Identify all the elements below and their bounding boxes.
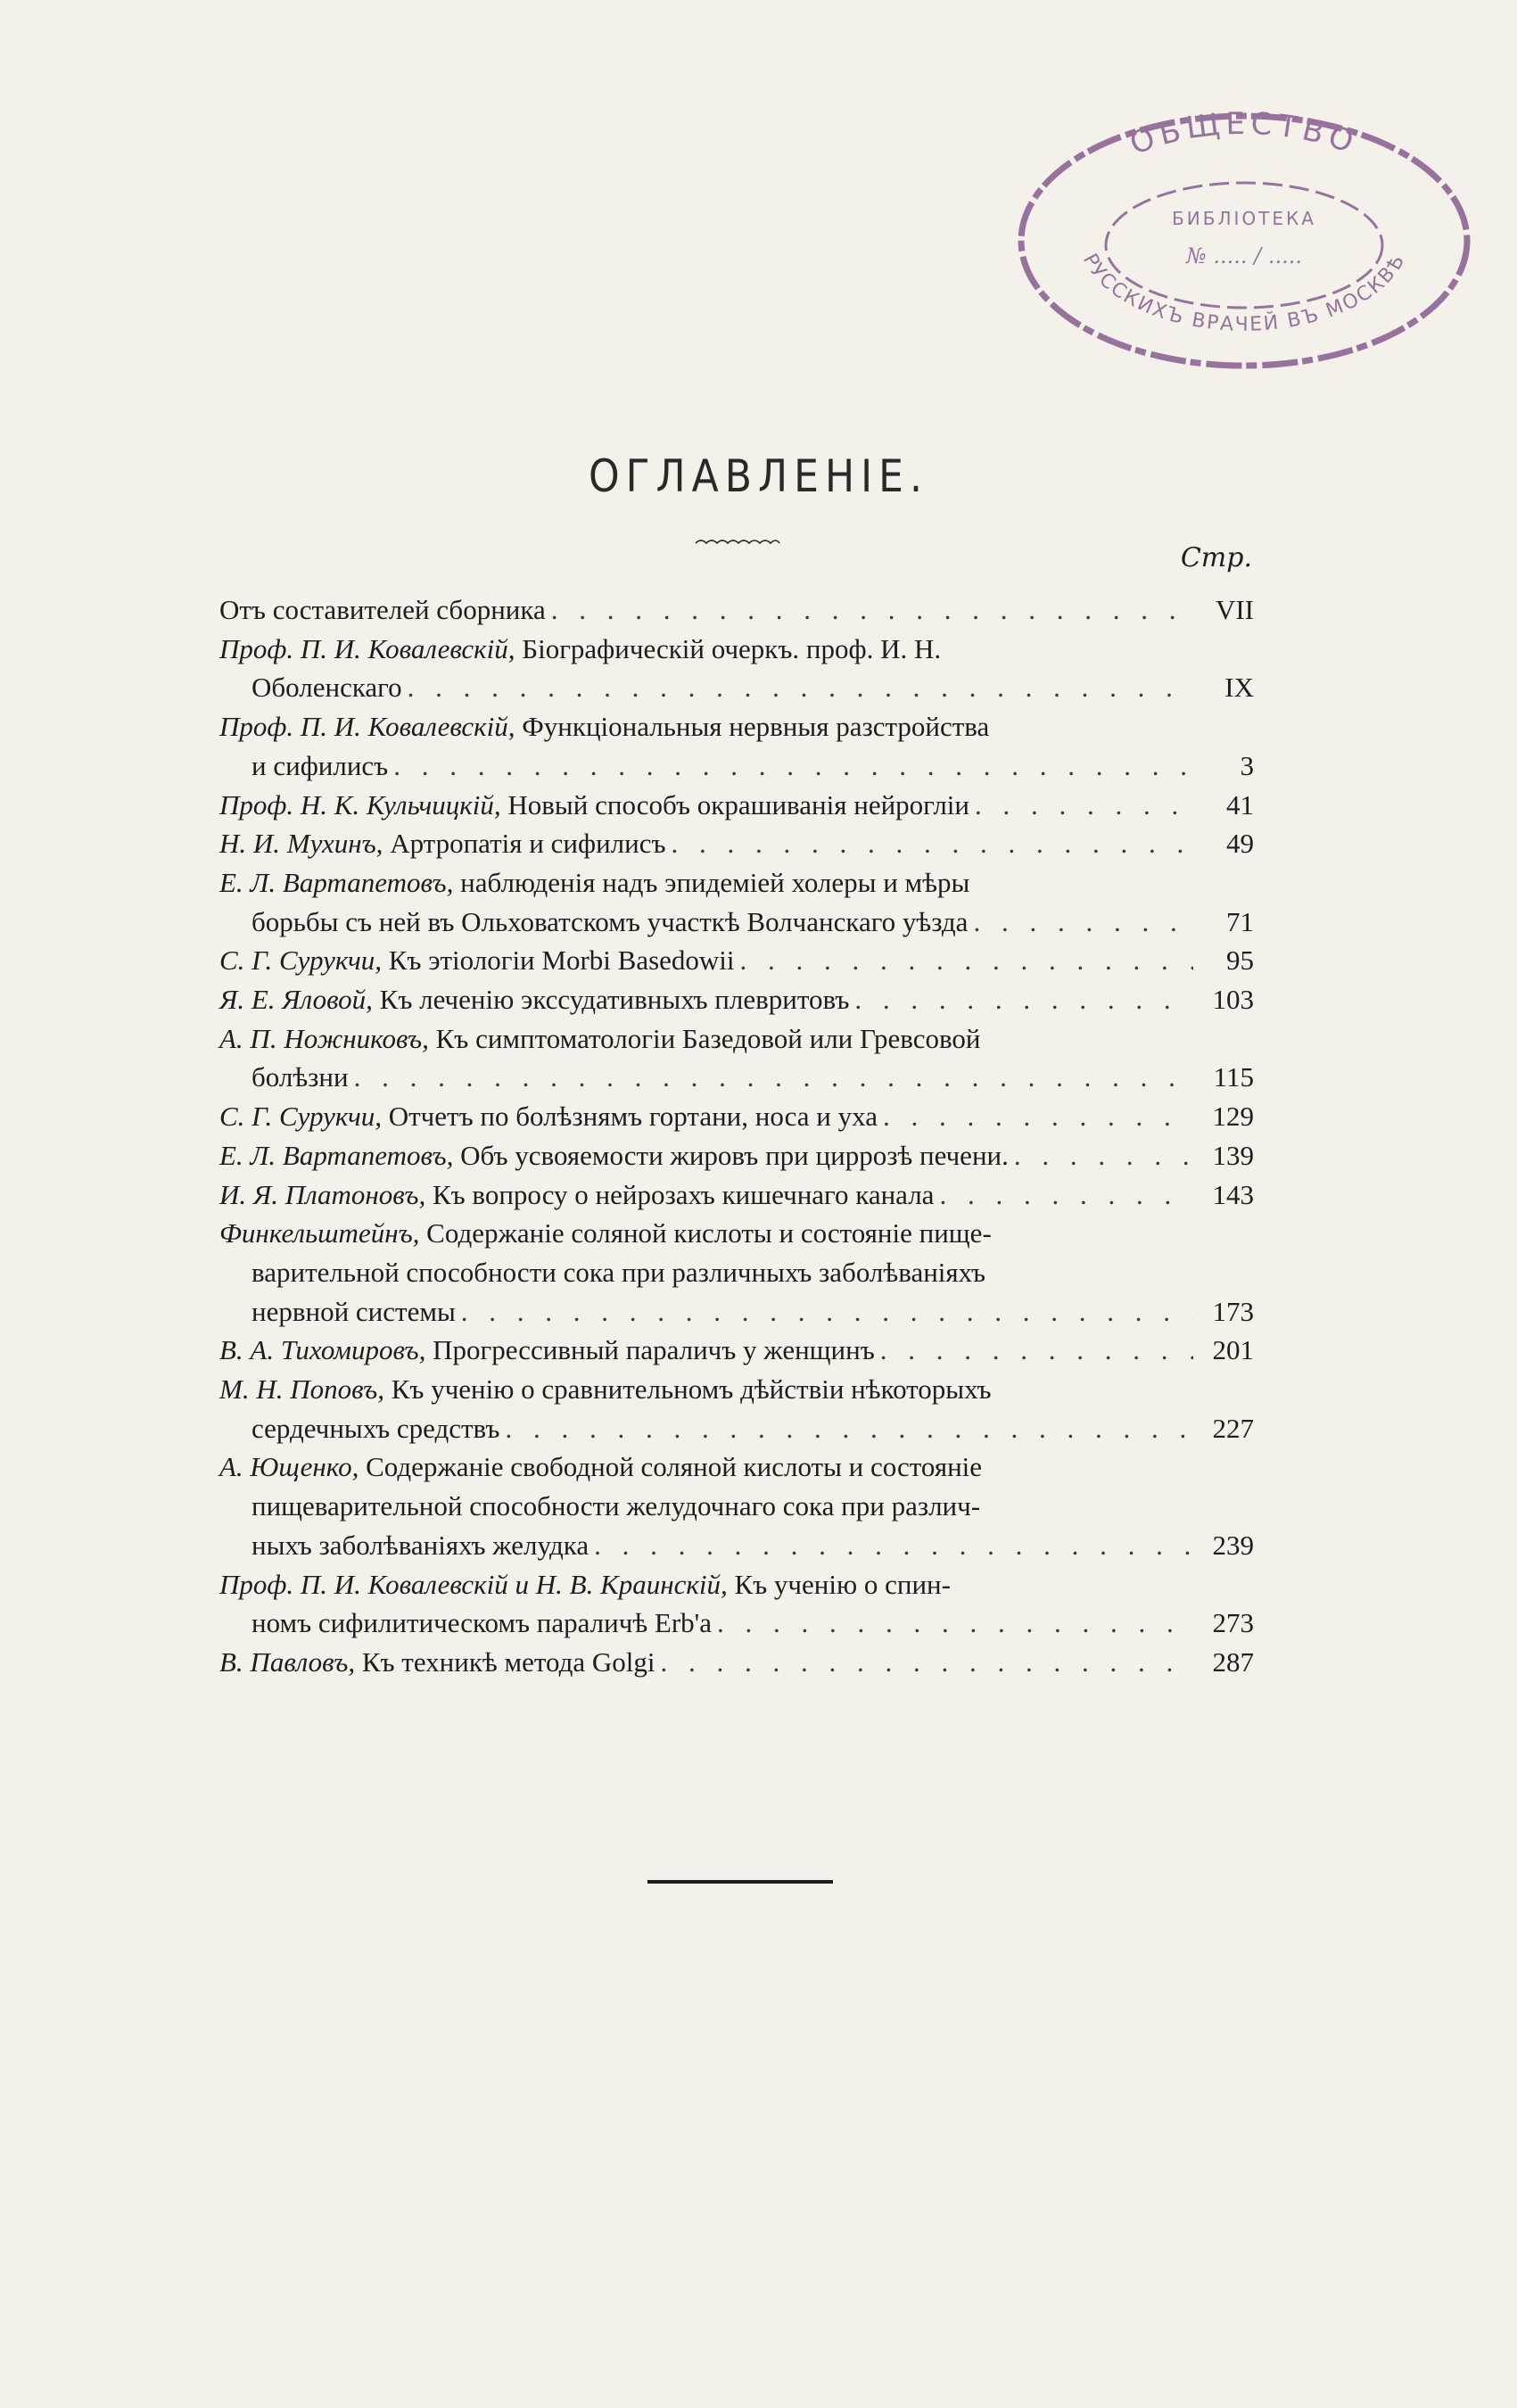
toc-author: Проф. П. И. Ковалевскій,: [219, 632, 515, 664]
title-ornament: [694, 535, 781, 548]
toc-page-number: 41: [1226, 788, 1254, 821]
stamp-number-text: № ..... / .....: [1186, 243, 1302, 268]
toc-title: наблюденія надъ эпидеміей холеры и мѣры: [453, 866, 970, 898]
toc-entry: [219, 1447, 1254, 1564]
toc-line: [219, 1447, 1254, 1487]
dot-leader: [354, 1058, 1193, 1097]
toc-entry: [219, 1175, 1254, 1215]
toc-title: варительной способности сока при различныхъ заболѣваніяхъ: [251, 1256, 986, 1288]
toc-line: [219, 1331, 1254, 1370]
toc-title: Отчетъ по болѣзнямъ гортани, носа и уха: [382, 1101, 878, 1133]
toc-line-text: [219, 1175, 934, 1215]
toc-line-text: [219, 1214, 1254, 1253]
toc-page-number: 71: [1226, 905, 1254, 937]
toc-line: [219, 1058, 1254, 1097]
toc-line-text: [251, 903, 968, 942]
toc-title: Къ техникѣ метода Golgi: [355, 1645, 655, 1678]
toc-line: [219, 980, 1254, 1019]
toc-author: В. А. Тихомировъ,: [219, 1334, 426, 1366]
toc-line: [219, 1409, 1254, 1448]
toc-author: А. Ющенко,: [219, 1451, 359, 1483]
toc-line: [219, 786, 1254, 825]
dot-leader: [661, 1643, 1193, 1682]
dot-leader: [717, 1604, 1193, 1643]
toc-author: Проф. П. И. Ковалевскій,: [219, 711, 515, 743]
dot-leader: [883, 1097, 1193, 1136]
toc-line-text: [251, 1058, 349, 1097]
toc-line-text: [219, 707, 1254, 746]
toc-author: А. П. Ножниковъ,: [219, 1022, 429, 1054]
toc-author: Н. И. Мухинъ,: [219, 828, 383, 860]
toc-entry: [219, 980, 1254, 1019]
toc-line-text: [219, 1097, 878, 1136]
stamp-bottom-text: РУССКИХЪ ВРАЧЕЙ ВЪ МОСКВѢ: [1078, 250, 1411, 336]
toc-title: Къ вопросу о нейрозахъ кишечнаго канала: [425, 1178, 935, 1210]
toc-line: [219, 824, 1254, 863]
toc-author: М. Н. Поповъ,: [219, 1373, 384, 1406]
dot-leader: [551, 590, 1193, 630]
toc-page-number: 239: [1212, 1529, 1254, 1561]
toc-page-number: 115: [1213, 1061, 1254, 1093]
toc-entry: [219, 1370, 1254, 1447]
toc-line-text: [219, 1643, 655, 1682]
toc-entry: [219, 707, 1254, 785]
toc-line-text: [251, 1409, 499, 1448]
toc-author: Е. Л. Вартапетовъ,: [219, 866, 454, 898]
dot-leader: [1014, 1136, 1193, 1175]
dot-leader: [880, 1331, 1193, 1370]
toc-title: болѣзни: [251, 1061, 349, 1093]
toc-line-text: [251, 746, 388, 786]
toc-author: В. Павловъ,: [219, 1645, 356, 1678]
dot-leader: [672, 824, 1193, 863]
toc-line-text: [219, 1447, 1254, 1487]
toc-line: [219, 1175, 1254, 1215]
toc-author: С. Г. Сурукчи,: [219, 1101, 382, 1133]
toc-line: [219, 1097, 1254, 1136]
toc-title: Функціональныя нервныя разстройства: [515, 711, 990, 743]
toc-line-text: [219, 941, 735, 980]
toc-line-text: [251, 1526, 589, 1565]
library-stamp: [999, 98, 1485, 383]
toc-line-text: [251, 1604, 712, 1643]
toc-title: и сифилисъ: [251, 749, 389, 781]
toc-title: Къ симптоматологіи Базедовой или Гревсовой: [428, 1022, 981, 1054]
toc-entry: [219, 590, 1254, 630]
stamp-middle-text: БИБЛІОТЕКА: [1172, 208, 1316, 229]
toc-page-number: 287: [1212, 1645, 1254, 1678]
toc-line-text: [219, 590, 546, 630]
toc-page-number: VII: [1215, 594, 1254, 625]
toc-author: С. Г. Сурукчи,: [219, 944, 382, 977]
toc-page-number: 139: [1212, 1139, 1254, 1171]
toc-author: Я. Е. Яловой,: [219, 984, 373, 1016]
toc-title: пищеварительной способности желудочнаго сока при различ-: [251, 1490, 981, 1522]
toc-title: Къ леченію экссудативныхъ плевритовъ: [372, 984, 850, 1016]
toc-line-text: [251, 1487, 1254, 1526]
toc-line: [219, 941, 1254, 980]
toc-entry: [219, 1331, 1254, 1370]
toc-line-text: [219, 786, 969, 825]
toc-line-text: [251, 1292, 456, 1332]
toc-title: Артропатія и сифилисъ: [383, 828, 666, 860]
toc-title: Отъ составителей сборника: [219, 594, 546, 625]
toc-title: сердечныхъ средствъ: [251, 1412, 500, 1444]
toc-author: Проф. П. И. Ковалевскій и Н. В. Краинскій,: [219, 1568, 728, 1600]
toc-title: ныхъ заболѣваніяхъ желудка: [251, 1529, 589, 1561]
dot-leader: [973, 903, 1193, 942]
toc-line: [219, 707, 1254, 746]
toc-title: Объ усвояемости жировъ при циррозѣ печени.: [453, 1139, 1009, 1171]
toc-author: И. Я. Платоновъ,: [219, 1178, 426, 1210]
toc-line: [219, 1136, 1254, 1175]
toc-line: [219, 1370, 1254, 1409]
stamp-graphic: [999, 98, 1485, 383]
toc-line-text: [219, 630, 1254, 669]
toc-line: [219, 1019, 1254, 1059]
toc-line: [219, 668, 1254, 707]
toc-title: Къ ученію о спин-: [727, 1568, 951, 1600]
toc-line-text: [219, 1136, 1009, 1175]
toc-line: [219, 1292, 1254, 1332]
toc-title: Къ ученію о сравнительномъ дѣйствіи нѣкоторыхъ: [384, 1373, 992, 1406]
toc-entry: [219, 786, 1254, 825]
toc-entry: [219, 824, 1254, 863]
toc-title: Оболенскаго: [251, 672, 402, 704]
toc-line-text: [219, 1370, 1254, 1409]
dot-leader: [975, 786, 1193, 825]
toc-page-number: 227: [1212, 1412, 1254, 1444]
toc-line: [219, 903, 1254, 942]
toc-title: номъ сифилитическомъ параличѣ Erb'а: [251, 1607, 713, 1639]
toc-line-text: [251, 1253, 1254, 1292]
toc-title: нервной системы: [251, 1295, 456, 1327]
toc-line: [219, 1643, 1254, 1682]
toc-page-number: 129: [1212, 1101, 1254, 1133]
toc-page-number: 103: [1212, 984, 1254, 1016]
toc-entry: [219, 1097, 1254, 1136]
toc-entry: [219, 1643, 1254, 1682]
toc-author: Финкельштейнъ,: [219, 1217, 420, 1249]
toc-line: [219, 1565, 1254, 1604]
toc-entry: [219, 941, 1254, 980]
toc-line-text: [219, 980, 849, 1019]
toc-line-text: [219, 824, 666, 863]
toc-line: [219, 746, 1254, 786]
dot-leader: [854, 980, 1193, 1019]
dot-leader: [505, 1409, 1193, 1448]
toc-entry: [219, 1565, 1254, 1643]
dot-leader: [594, 1526, 1193, 1565]
dot-leader: [740, 941, 1193, 980]
toc-line: [219, 630, 1254, 669]
toc-page-number: 95: [1226, 944, 1254, 977]
page-title: ОГЛАВЛЕНІЕ.: [588, 450, 929, 502]
toc-line: [219, 1604, 1254, 1643]
toc-line-text: [251, 668, 402, 707]
toc-page-number: 49: [1226, 828, 1254, 860]
toc-line: [219, 1253, 1254, 1292]
toc-title: Біографическій очеркъ. проф. И. Н.: [515, 632, 942, 664]
dot-leader: [393, 746, 1193, 786]
toc-title: Содержаніе соляной кислоты и состояніе пище-: [419, 1217, 992, 1249]
toc-title: Прогрессивный параличъ у женщинъ: [425, 1334, 875, 1366]
toc-line: [219, 590, 1254, 630]
closing-rule: [647, 1880, 833, 1884]
toc-page-number: 3: [1240, 749, 1254, 781]
toc-line-text: [219, 1019, 1254, 1059]
toc-entry: [219, 1136, 1254, 1175]
stamp-top-text: ОБЩЕСТВО: [1125, 105, 1364, 162]
dot-leader: [408, 668, 1193, 707]
toc-line-text: [219, 863, 1254, 903]
dot-leader: [461, 1292, 1193, 1332]
toc-title: Къ этіологіи Morbi Basedowii: [382, 944, 735, 977]
table-of-contents: [219, 590, 1254, 1682]
toc-title: Содержаніе свободной соляной кислоты и состояніе: [359, 1451, 983, 1483]
dot-leader: [939, 1175, 1193, 1215]
toc-line-text: [219, 1565, 1254, 1604]
toc-line: [219, 1214, 1254, 1253]
toc-page-number: 143: [1212, 1178, 1254, 1210]
toc-line: [219, 863, 1254, 903]
toc-title: Новый способъ окрашиванія нейроглiи: [500, 788, 969, 821]
toc-line: [219, 1487, 1254, 1526]
toc-entry: [219, 630, 1254, 707]
toc-entry: [219, 1019, 1254, 1097]
toc-page-number: 201: [1212, 1334, 1254, 1366]
toc-entry: [219, 863, 1254, 941]
toc-entry: [219, 1214, 1254, 1331]
toc-page-number: 173: [1212, 1295, 1254, 1327]
toc-author: Е. Л. Вартапетовъ,: [219, 1139, 454, 1171]
page-column-header: Стр.: [1180, 542, 1252, 573]
toc-title: борьбы съ ней въ Ольховатскомъ участкѣ Волчанскаго уѣзда: [251, 905, 969, 937]
toc-line: [219, 1526, 1254, 1565]
toc-page-number: 273: [1212, 1607, 1254, 1639]
toc-page-number: IX: [1224, 672, 1254, 704]
toc-line-text: [219, 1331, 875, 1370]
toc-author: Проф. Н. К. Кульчицкій,: [219, 788, 501, 821]
